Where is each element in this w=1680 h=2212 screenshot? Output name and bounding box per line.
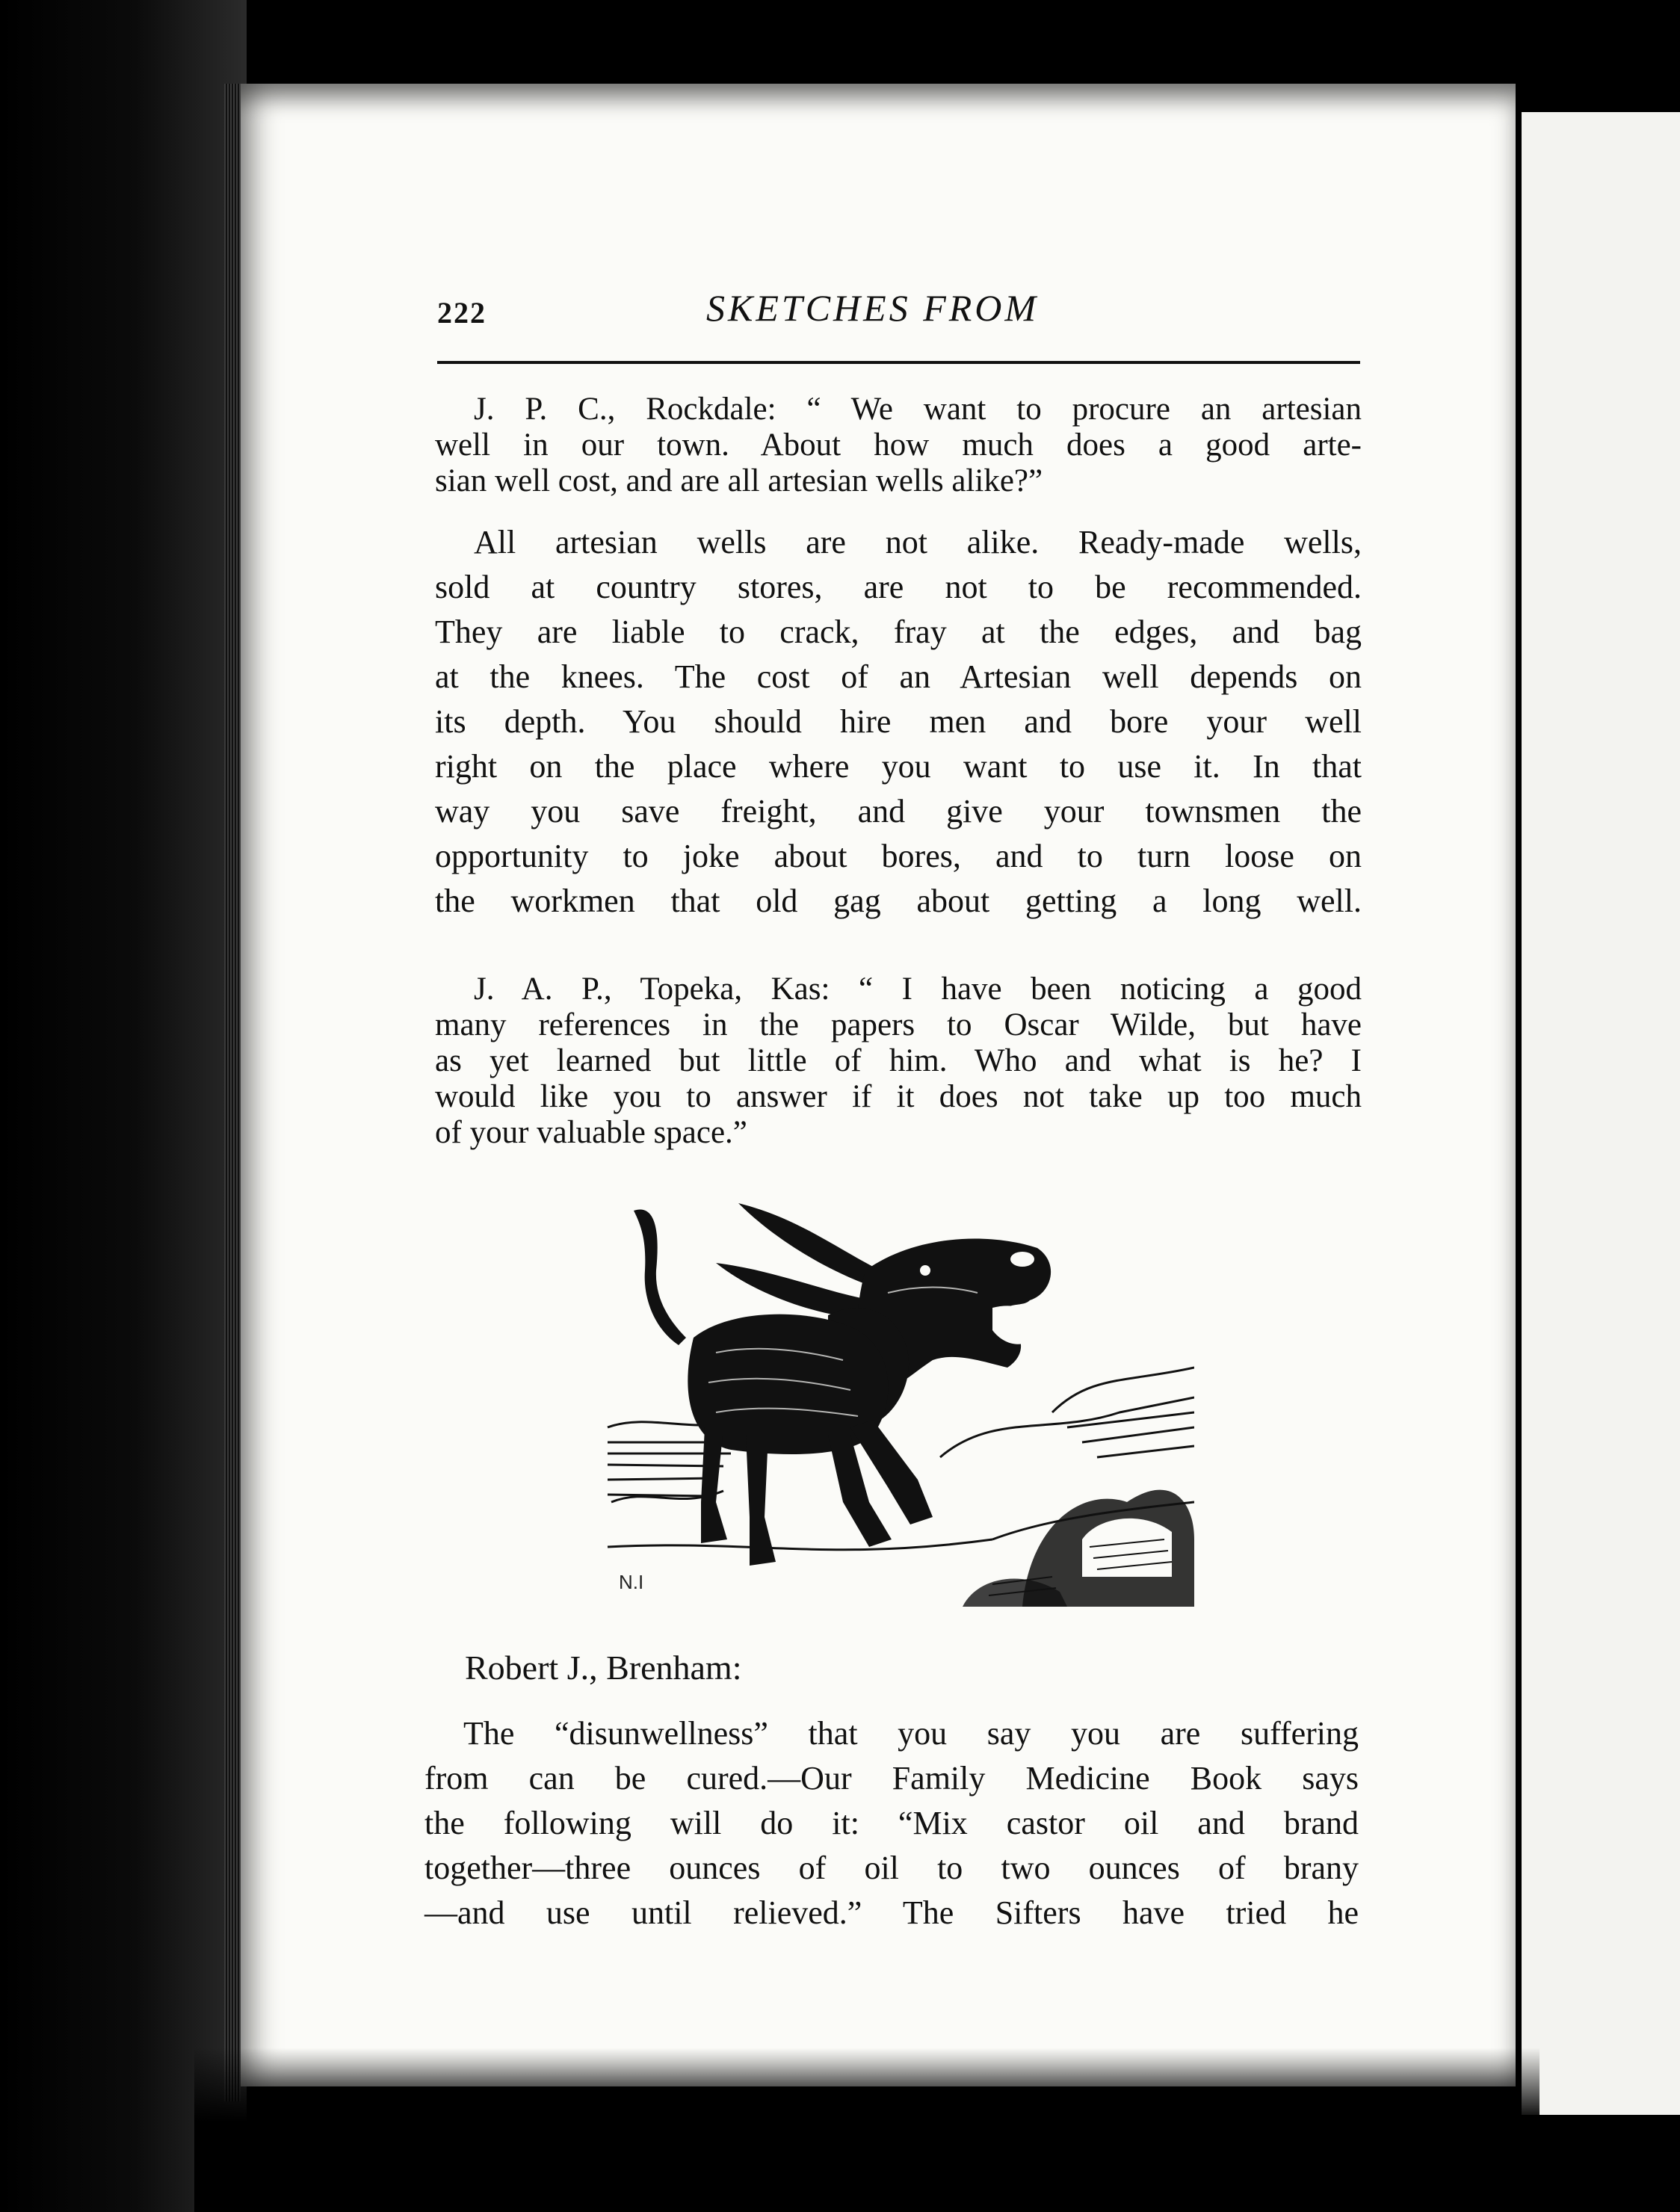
text-line: opportunity to joke about bores, and to turn loose on	[435, 838, 1362, 874]
text-line: at the knees. The cost of an Artesian well depends on	[435, 658, 1362, 695]
book-binding-shadow	[0, 0, 247, 2212]
letter-question-topeka	[435, 971, 1362, 1151]
text-line: J. A. P., Topeka, Kas: “ I have been noticing a good	[474, 971, 1362, 1007]
header-rule	[437, 361, 1360, 364]
text-line: They are liable to crack, fray at the edges, and bag	[435, 614, 1362, 650]
text-line: from can be cured.—Our Family Medicine Book says	[424, 1760, 1359, 1797]
letter-question-rockdale	[435, 392, 1362, 499]
answer-disunwellness	[424, 1711, 1359, 1936]
running-title: SKETCHES FROM	[706, 287, 1040, 329]
answer-artesian-wells	[435, 520, 1362, 924]
text-line: sold at country stores, are not to be recommended.	[435, 569, 1362, 605]
adjacent-page-strip	[1516, 112, 1680, 2115]
text-line: the workmen that old gag about getting a long well.	[435, 883, 1362, 919]
donkey-drawing	[604, 1188, 1194, 1614]
text-line: together—three ounces of oil to two ounces of brany	[424, 1850, 1359, 1886]
text-line: sian well cost, and are all artesian wells alike?”	[435, 463, 1043, 498]
text-line: its depth. You should hire men and bore your well	[435, 703, 1362, 740]
text-line: the following will do it: “Mix castor oil and brand	[424, 1805, 1359, 1841]
text-line: way you save freight, and give your townsmen the	[435, 793, 1362, 830]
text-line: well in our town. About how much does a good arte-	[435, 427, 1362, 463]
page-number: 222	[437, 296, 487, 330]
text-line: right on the place where you want to use it. In that	[435, 748, 1362, 785]
text-line: The “disunwellness” that you say you are suffering	[463, 1715, 1359, 1752]
page-edge-stack	[224, 84, 241, 2101]
text-line: of your valuable space.”	[435, 1115, 747, 1150]
text-line: as yet learned but little of him. Who and what is he? I	[435, 1043, 1362, 1078]
artist-initials: N.I	[619, 1571, 644, 1593]
letter-signature-brenham: Robert J., Brenham:	[465, 1649, 742, 1687]
text-line: J. P. C., Rockdale: “ We want to procure an artesian	[474, 392, 1362, 427]
text-line: would like you to answer if it does not take up too much	[435, 1079, 1362, 1114]
text-line: All artesian wells are not alike. Ready-made wells,	[474, 524, 1362, 560]
text-line: —and use until relieved.” The Sifters have tried he	[424, 1894, 1359, 1931]
bottom-scan-shadow	[194, 2048, 1540, 2212]
running-head	[437, 287, 1360, 362]
text-line: many references in the papers to Oscar Wilde, but have	[435, 1007, 1362, 1042]
donkey-illustration	[604, 1188, 1194, 1614]
